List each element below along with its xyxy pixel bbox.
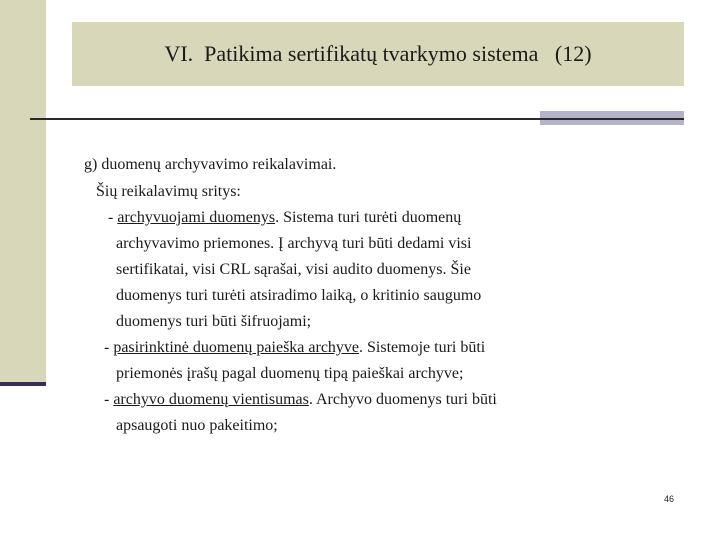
- list-item-2-line: priemonės įrašų pagal duomenų tipą paieškai archyve;: [116, 365, 464, 382]
- left-accent-bar: [0, 0, 46, 382]
- title-divider: [30, 118, 684, 120]
- list-item-3-line: apsaugoti nuo pakeitimo;: [116, 417, 278, 434]
- list-item-3-rest: . Archyvo duomenys turi būti: [308, 391, 497, 408]
- list-item-1-term: archyvuojami duomenys: [117, 209, 276, 226]
- list-item-1-line: sertifikatai, visi CRL sąrašai, visi audito duomenys. Šie: [116, 261, 471, 278]
- list-item-2-term: pasirinktinė duomenų paieška archyve: [113, 339, 360, 356]
- list-item-3-first-line: [104, 390, 497, 410]
- slide-title: VI. Patikima sertifikatų tvarkymo sistema (12): [164, 41, 592, 66]
- list-item-3-prefix: -: [104, 391, 114, 408]
- left-accent-bar-base: [0, 382, 46, 386]
- list-item-1-first-line: [108, 208, 461, 228]
- list-item-2-rest: . Sistemoje turi būti: [359, 339, 486, 356]
- list-item-2-prefix: -: [104, 339, 114, 356]
- intro-text: Šių reikalavimų sritys:: [96, 183, 241, 200]
- list-item-3-term: archyvo duomenų vientisumas: [113, 391, 309, 408]
- section-heading: g) duomenų archyvavimo reikalavimai.: [84, 156, 337, 173]
- list-item-1-line: archyvavimo priemones. Į archyvą turi būti dedami visi: [116, 235, 472, 252]
- page-number: 46: [664, 494, 675, 504]
- list-item-1-line: duomenys turi būti šifruojami;: [116, 313, 312, 330]
- list-item-1-rest: . Sistema turi turėti duomenų: [275, 209, 462, 226]
- list-item-1-line: duomenys turi turėti atsiradimo laiką, o kritinio saugumo: [116, 287, 482, 304]
- list-item-2-first-line: [104, 338, 485, 358]
- list-item-1-prefix: -: [108, 209, 118, 226]
